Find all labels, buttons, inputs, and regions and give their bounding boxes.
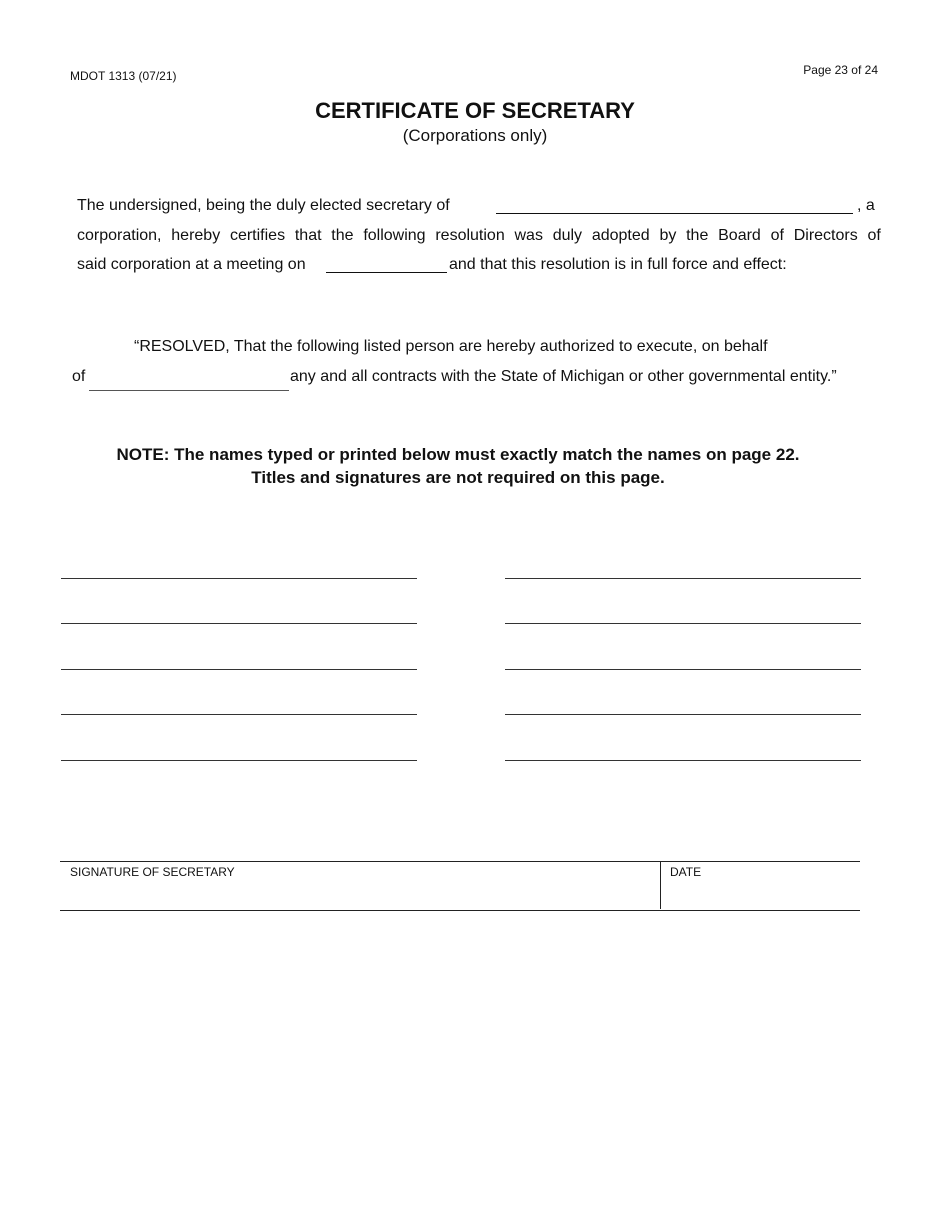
name-line[interactable] [61,623,417,624]
signature-divider [660,861,661,909]
name-line[interactable] [61,578,417,579]
paragraph-line3-start: said corporation at a meeting on [77,256,306,273]
meeting-date-field[interactable] [326,272,447,273]
word: certifies [229,227,286,244]
resolution-line2-end: any and all contracts with the State of Michigan or other governmental entity.” [290,368,837,385]
word: that [294,227,322,244]
name-line[interactable] [61,714,417,715]
resolution-line1: “RESOLVED, That the following listed person are hereby authorized to execute, on behalf [134,338,768,355]
word: hereby [171,227,221,244]
paragraph-line3-end: and that this resolution is in full force and effect: [449,256,787,273]
word: following [363,227,426,244]
resolution-line2-start: of [72,368,86,385]
name-line[interactable] [61,760,417,761]
page-number: Page 23 of 24 [803,63,878,77]
word: the [331,227,354,244]
paragraph-line1-start: The undersigned, being the duly elected secretary of [77,197,450,214]
word: the [686,227,709,244]
word: duly [552,227,583,244]
behalf-of-field[interactable] [89,390,289,391]
document-title: CERTIFICATE OF SECRETARY [315,98,635,123]
paragraph-line2 [77,227,881,245]
name-line[interactable] [61,669,417,670]
name-line[interactable] [505,760,861,761]
word: Directors [793,227,858,244]
word: of [770,227,784,244]
word: was [514,227,543,244]
signature-label: SIGNATURE OF SECRETARY [70,865,235,879]
word: Board [718,227,761,244]
name-line[interactable] [505,578,861,579]
note-line2: Titles and signatures are not required on this page. [251,468,665,487]
name-line[interactable] [505,669,861,670]
note-line1: NOTE: The names typed or printed below must exactly match the names on page 22. [116,445,800,464]
document-subtitle: (Corporations only) [402,126,548,145]
word: of [867,227,881,244]
word: corporation, [77,227,162,244]
name-line[interactable] [505,623,861,624]
corporation-name-field[interactable] [496,213,853,214]
paragraph-line1-end: , a [857,197,875,214]
word: by [659,227,677,244]
word: resolution [435,227,505,244]
word: adopted [591,227,650,244]
name-line[interactable] [505,714,861,715]
date-label: DATE [670,865,702,879]
form-id: MDOT 1313 (07/21) [70,69,177,83]
